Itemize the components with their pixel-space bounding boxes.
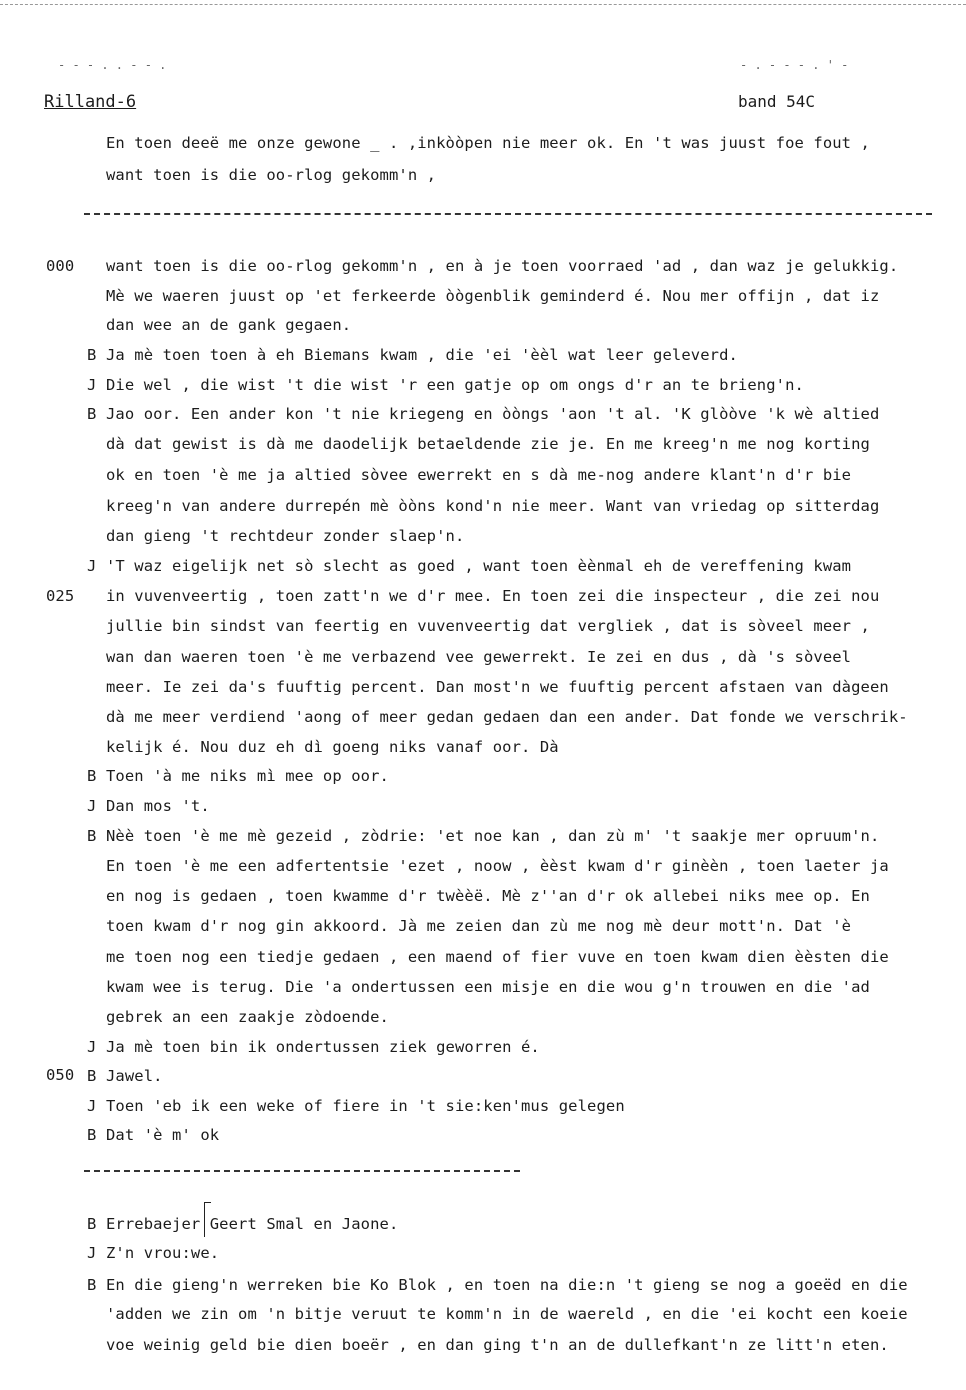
speaker-tag: J	[87, 376, 97, 394]
intro-line: want toen is die oo-rlog gekomm'n ,	[106, 166, 437, 184]
transcript-line: Die wel , die wist 't die wist 'r een gatje op om ongs d'r an te brieng'n.	[106, 376, 804, 394]
page-location: Rilland-6	[44, 92, 137, 112]
transcript-line: En toen 'è me een adfertentsie 'ezet , noow , èèst kwam d'r ginèèn , toen laeter ja	[106, 857, 889, 875]
speaker-tag: B	[87, 1067, 97, 1085]
speaker-tag: B	[87, 827, 97, 845]
transcript-line: Dan mos 't.	[106, 797, 210, 815]
speaker-tag: J	[87, 1038, 97, 1056]
transcript-line: meer. Ie zei da's fuuftig percent. Dan most'n we fuuftig percent afstaen van dàgeen	[106, 678, 889, 696]
handwritten-bracket	[204, 1202, 211, 1237]
section-divider	[84, 1170, 520, 1172]
speaker-tag: J	[87, 797, 97, 815]
scan-mark: - . - - - . ' -	[740, 58, 849, 72]
scan-top-edge	[0, 4, 966, 5]
transcript-line: wan dan waeren toen 'è me verbazend vee gewerrekt. Ie zei en dus , dà 's sòveel	[106, 648, 852, 666]
transcript-line: Ja mè toen toen à eh Biemans kwam , die 'ei 'èèl wat leer geleverd.	[106, 346, 738, 364]
transcript-line: toen kwam d'r nog gin akkoord. Jà me zeien dan zù me nog mè deur mott'n. Dat 'è	[106, 917, 852, 935]
transcript-line: jullie bin sindst van feertig en vuvenveertig dat vergliek , dat is sòveel meer ,	[106, 617, 870, 635]
transcript-line: kelijk é. Nou duz eh dì goeng niks vanaf oor. Dà	[106, 738, 559, 756]
transcript-line: kwam wee is terug. Die 'a ondertussen een misje en die wou g'n trouwen en die 'ad	[106, 978, 870, 996]
speaker-tag: B	[87, 1276, 97, 1294]
transcript-line: dà me meer verdiend 'aong of meer gedan gedaen dan een ander. Dat fonde we verschrik-	[106, 708, 908, 726]
transcript-line: voe weinig geld bie dien boeër , en dan ging t'n an de dullefkant'n ze litt'n eten.	[106, 1336, 889, 1354]
transcript-line: 'adden we zin om 'n bitje veruut te komm'n in de waereld , en die 'ei kocht een koeie	[106, 1305, 908, 1323]
transcript-line: Jao oor. Een ander kon 't nie kriegeng en òòngs 'aon 't al. 'K glòòve 'k wè altied	[106, 405, 880, 423]
transcript-line: Dat 'è m' ok	[106, 1126, 220, 1144]
transcript-line: En die gieng'n werreken bie Ko Blok , en toen na die:n 't gieng se nog a goeëd en die	[106, 1276, 908, 1294]
scan-mark: - - - . . - - .	[58, 58, 167, 72]
speaker-tag: J	[87, 1097, 97, 1115]
transcript-line: Mè we waeren juust op 'et ferkeerde òògenblik geminderd é. Nou mer offijn , dat iz	[106, 287, 880, 305]
transcript-line: Z'n vrou:we.	[106, 1244, 220, 1262]
transcript-line: dan wee an de gank gegaen.	[106, 316, 352, 334]
speaker-tag: B	[87, 405, 97, 423]
speaker-tag: J	[87, 557, 97, 575]
transcript-line: Toen 'eb ik een weke of fiere in 't sie:ken'mus gelegen	[106, 1097, 625, 1115]
transcript-line: ok en toen 'è me ja altied sòvee ewerrekt en s dà me-nog andere klant'n d'r bie	[106, 466, 852, 484]
transcript-line: want toen is die oo-rlog gekomm'n , en à je toen voorraed 'ad , dan waz je gelukkig.	[106, 257, 899, 275]
transcript-line: gebrek an een zaakje zòdoende.	[106, 1008, 389, 1026]
transcript-line: dan gieng 't rechtdeur zonder slaep'n.	[106, 527, 465, 545]
transcript-line: dà dat gewist is dà me daodelijk betaeldende zie je. En me kreeg'n me nog korting	[106, 435, 870, 453]
section-divider	[84, 213, 932, 215]
transcript-line: Jawel.	[106, 1067, 163, 1085]
speaker-tag: J	[87, 1244, 97, 1262]
tape-counter: 050	[46, 1066, 75, 1084]
transcript-line: Toen 'à me niks mì mee op oor.	[106, 767, 389, 785]
transcript-line: Errebaejer Geert Smal en Jaone.	[106, 1215, 399, 1233]
transcript-line: 'T waz eigelijk net sò slecht as goed , want toen èènmal eh de vereffening kwam	[106, 557, 852, 575]
speaker-tag: B	[87, 1126, 97, 1144]
tape-counter: 025	[46, 587, 75, 605]
transcript-line: me toen nog een tiedje gedaen , een maend of fier vuve en toen kwam dien èèsten die	[106, 948, 889, 966]
transcript-line: Ja mè toen bin ik ondertussen ziek geworren é.	[106, 1038, 540, 1056]
speaker-tag: B	[87, 767, 97, 785]
transcript-line: Nèè toen 'è me mè gezeid , zòdrie: 'et noe kan , dan zù m' 't saakje mer opruum'n.	[106, 827, 880, 845]
transcript-line: kreeg'n van andere durrepén mè òòns kond'n nie meer. Want van vriedag op sitterdag	[106, 497, 880, 515]
speaker-tag: B	[87, 1215, 97, 1233]
tape-counter: 000	[46, 257, 75, 275]
transcript-line: en nog is gedaen , toen kwamme d'r twèèë. Mè z''an d'r ok allebei niks mee op. En	[106, 887, 870, 905]
transcript-line: in vuvenveertig , toen zatt'n we d'r mee. En toen zei die inspecteur , die zei nou	[106, 587, 880, 605]
speaker-tag: B	[87, 346, 97, 364]
tape-label: band 54C	[738, 92, 816, 111]
intro-line: En toen deeë me onze gewone _ . ,inkòòpen nie meer ok. En 't was juust foe fout ,	[106, 134, 870, 152]
